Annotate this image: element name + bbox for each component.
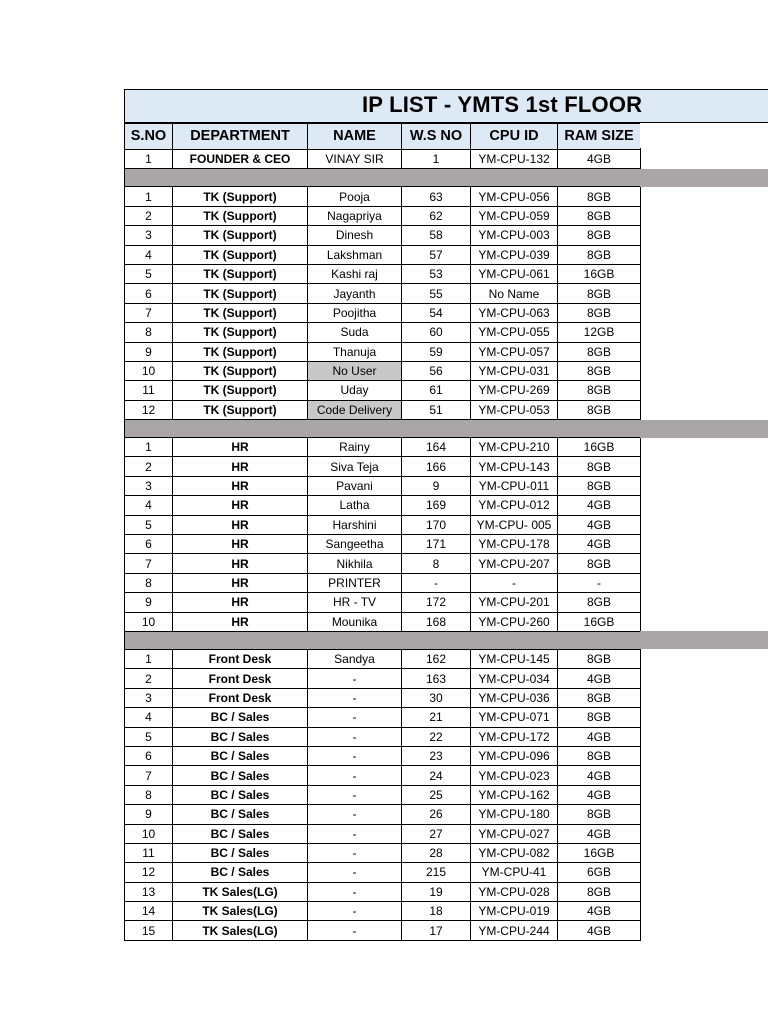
cell-name: Kashi raj	[308, 264, 402, 283]
cell-cpu-id: YM-CPU-260	[471, 612, 558, 631]
cell-ws-no: 63	[402, 187, 471, 206]
cell-cpu-id: YM-CPU-059	[471, 206, 558, 225]
separator-band-extension	[640, 420, 768, 438]
cell-ws-no: 22	[402, 727, 471, 746]
cell-name: HR - TV	[308, 593, 402, 612]
cell-name: -	[308, 824, 402, 843]
cell-department: TK Sales(LG)	[173, 902, 308, 921]
cell-sno: 11	[125, 381, 173, 400]
cell-department: BC / Sales	[173, 708, 308, 727]
ip-list-table	[124, 123, 641, 941]
cell-name: Mounika	[308, 612, 402, 631]
table-row	[125, 187, 641, 206]
cell-ws-no: 170	[402, 515, 471, 534]
cell-sno: 14	[125, 902, 173, 921]
separator-band-extension	[640, 631, 768, 649]
cell-ram-size: 4GB	[558, 902, 641, 921]
cell-cpu-id: YM-CPU-027	[471, 824, 558, 843]
cell-cpu-id: YM-CPU-207	[471, 554, 558, 573]
cell-department: TK Sales(LG)	[173, 882, 308, 901]
column-header-ram-size: RAM SIZE	[558, 124, 641, 150]
cell-ram-size: 8GB	[558, 226, 641, 245]
cell-department: HR	[173, 535, 308, 554]
cell-name: Latha	[308, 496, 402, 515]
cell-ws-no: 53	[402, 264, 471, 283]
cell-ws-no: 23	[402, 746, 471, 765]
table-row	[125, 284, 641, 303]
cell-cpu-id: YM-CPU-244	[471, 921, 558, 940]
cell-sno: 3	[125, 476, 173, 495]
cell-ws-no: 8	[402, 554, 471, 573]
table-row	[125, 669, 641, 688]
cell-sno: 10	[125, 361, 173, 380]
cell-name: -	[308, 921, 402, 940]
cell-ws-no: 26	[402, 805, 471, 824]
cell-name: -	[308, 805, 402, 824]
cell-cpu-id: YM-CPU-019	[471, 902, 558, 921]
cell-ws-no: 25	[402, 785, 471, 804]
cell-ws-no: 27	[402, 824, 471, 843]
cell-name: Code Delivery	[308, 400, 402, 419]
cell-sno: 8	[125, 323, 173, 342]
cell-sno: 4	[125, 496, 173, 515]
cell-department: BC / Sales	[173, 863, 308, 882]
cell-department: HR	[173, 612, 308, 631]
cell-ram-size: 16GB	[558, 612, 641, 631]
cell-sno: 5	[125, 727, 173, 746]
cell-department: HR	[173, 496, 308, 515]
cell-ram-size: 4GB	[558, 515, 641, 534]
cell-ws-no: 166	[402, 457, 471, 476]
cell-department: TK (Support)	[173, 400, 308, 419]
cell-sno: 8	[125, 785, 173, 804]
cell-cpu-id: YM-CPU-031	[471, 361, 558, 380]
cell-name: Rainy	[308, 438, 402, 457]
cell-cpu-id: YM-CPU-012	[471, 496, 558, 515]
cell-ram-size: 8GB	[558, 649, 641, 668]
spreadsheet	[124, 89, 768, 941]
cell-ws-no: 60	[402, 323, 471, 342]
sheet-title: IP LIST - YMTS 1st FLOOR	[362, 92, 643, 117]
table-row	[125, 746, 641, 765]
cell-cpu-id: YM-CPU-053	[471, 400, 558, 419]
cell-department: HR	[173, 554, 308, 573]
cell-cpu-id: YM-CPU-143	[471, 457, 558, 476]
cell-name: Jayanth	[308, 284, 402, 303]
table-row	[125, 476, 641, 495]
cell-sno: 1	[125, 649, 173, 668]
cell-cpu-id: YM-CPU-269	[471, 381, 558, 400]
cell-cpu-id: YM-CPU-145	[471, 649, 558, 668]
cell-ram-size: 8GB	[558, 284, 641, 303]
separator-cell	[125, 631, 641, 649]
cell-ws-no: 55	[402, 284, 471, 303]
separator-band-extension	[640, 169, 768, 187]
cell-sno: 10	[125, 824, 173, 843]
cell-ws-no: 215	[402, 863, 471, 882]
cell-ram-size: 4GB	[558, 766, 641, 785]
section-separator	[125, 631, 641, 649]
cell-department: TK (Support)	[173, 284, 308, 303]
cell-ram-size: 8GB	[558, 400, 641, 419]
cell-name: Pooja	[308, 187, 402, 206]
cell-department: Front Desk	[173, 669, 308, 688]
cell-name: No User	[308, 361, 402, 380]
column-header-ws-no: W.S NO	[402, 124, 471, 150]
cell-ram-size: 8GB	[558, 206, 641, 225]
table-row	[125, 902, 641, 921]
cell-cpu-id: YM-CPU- 005	[471, 515, 558, 534]
cell-cpu-id: YM-CPU-056	[471, 187, 558, 206]
cell-ws-no: 18	[402, 902, 471, 921]
column-header-sno: S.NO	[125, 124, 173, 150]
cell-department: BC / Sales	[173, 727, 308, 746]
cell-cpu-id: YM-CPU-082	[471, 843, 558, 862]
cell-department: TK (Support)	[173, 381, 308, 400]
cell-sno: 3	[125, 226, 173, 245]
cell-ram-size: 16GB	[558, 264, 641, 283]
table-row	[125, 882, 641, 901]
cell-sno: 2	[125, 206, 173, 225]
cell-name: -	[308, 688, 402, 707]
cell-name: Pavani	[308, 476, 402, 495]
table-row	[125, 708, 641, 727]
cell-ws-no: 19	[402, 882, 471, 901]
cell-ram-size: 8GB	[558, 882, 641, 901]
cell-department: HR	[173, 457, 308, 476]
cell-sno: 11	[125, 843, 173, 862]
cell-ws-no: 168	[402, 612, 471, 631]
cell-ram-size: 8GB	[558, 361, 641, 380]
cell-name: -	[308, 746, 402, 765]
cell-ram-size: 6GB	[558, 863, 641, 882]
cell-name: Siva Teja	[308, 457, 402, 476]
table-row	[125, 400, 641, 419]
cell-name: -	[308, 843, 402, 862]
cell-cpu-id: YM-CPU-210	[471, 438, 558, 457]
column-header-row	[125, 124, 641, 150]
table-row	[125, 381, 641, 400]
section-separator	[125, 169, 641, 187]
cell-ws-no: 62	[402, 206, 471, 225]
cell-ws-no: 162	[402, 649, 471, 668]
table-row	[125, 785, 641, 804]
cell-department: BC / Sales	[173, 824, 308, 843]
cell-sno: 7	[125, 766, 173, 785]
cell-department: TK Sales(LG)	[173, 921, 308, 940]
cell-cpu-id: YM-CPU-023	[471, 766, 558, 785]
cell-ws-no: 51	[402, 400, 471, 419]
cell-ram-size: 4GB	[558, 785, 641, 804]
cell-sno: 8	[125, 573, 173, 592]
cell-cpu-id: -	[471, 573, 558, 592]
header-row-blank-extension	[640, 123, 768, 148]
cell-ram-size: -	[558, 573, 641, 592]
cell-name: -	[308, 727, 402, 746]
cell-department: TK (Support)	[173, 245, 308, 264]
cell-sno: 7	[125, 554, 173, 573]
cell-name: Poojitha	[308, 303, 402, 322]
cell-department: TK (Support)	[173, 361, 308, 380]
cell-name: -	[308, 669, 402, 688]
cell-cpu-id: YM-CPU-172	[471, 727, 558, 746]
table-row	[125, 921, 641, 940]
cell-department: HR	[173, 573, 308, 592]
cell-ws-no: 171	[402, 535, 471, 554]
cell-ram-size: 8GB	[558, 245, 641, 264]
cell-ws-no: 21	[402, 708, 471, 727]
table-row	[125, 727, 641, 746]
table-row	[125, 612, 641, 631]
cell-department: TK (Support)	[173, 342, 308, 361]
cell-ws-no: 59	[402, 342, 471, 361]
cell-ram-size: 8GB	[558, 593, 641, 612]
cell-ram-size: 8GB	[558, 554, 641, 573]
cell-department: BC / Sales	[173, 766, 308, 785]
table-row	[125, 303, 641, 322]
cell-ram-size: 4GB	[558, 150, 641, 169]
cell-ram-size: 4GB	[558, 824, 641, 843]
cell-ram-size: 8GB	[558, 342, 641, 361]
table-row	[125, 824, 641, 843]
cell-sno: 7	[125, 303, 173, 322]
table-row	[125, 457, 641, 476]
cell-cpu-id: YM-CPU-162	[471, 785, 558, 804]
table-row	[125, 323, 641, 342]
table-row	[125, 649, 641, 668]
cell-name: VINAY SIR	[308, 150, 402, 169]
cell-ws-no: 169	[402, 496, 471, 515]
cell-ram-size: 4GB	[558, 921, 641, 940]
cell-ram-size: 8GB	[558, 381, 641, 400]
cell-department: HR	[173, 476, 308, 495]
section-separator	[125, 420, 641, 438]
cell-sno: 10	[125, 612, 173, 631]
cell-sno: 6	[125, 284, 173, 303]
table-row	[125, 573, 641, 592]
cell-sno: 1	[125, 187, 173, 206]
cell-cpu-id: YM-CPU-039	[471, 245, 558, 264]
cell-department: Front Desk	[173, 688, 308, 707]
cell-sno: 2	[125, 457, 173, 476]
table-row	[125, 843, 641, 862]
cell-ram-size: 8GB	[558, 457, 641, 476]
cell-ram-size: 8GB	[558, 708, 641, 727]
cell-cpu-id: YM-CPU-180	[471, 805, 558, 824]
cell-sno: 9	[125, 805, 173, 824]
cell-ws-no: 61	[402, 381, 471, 400]
cell-ram-size: 4GB	[558, 535, 641, 554]
cell-cpu-id: YM-CPU-034	[471, 669, 558, 688]
cell-department: TK (Support)	[173, 264, 308, 283]
table-row	[125, 766, 641, 785]
cell-cpu-id: YM-CPU-057	[471, 342, 558, 361]
table-row	[125, 593, 641, 612]
cell-department: TK (Support)	[173, 187, 308, 206]
cell-cpu-id: YM-CPU-036	[471, 688, 558, 707]
cell-name: Dinesh	[308, 226, 402, 245]
column-header-name: NAME	[308, 124, 402, 150]
cell-ws-no: 17	[402, 921, 471, 940]
cell-sno: 6	[125, 535, 173, 554]
cell-name: PRINTER	[308, 573, 402, 592]
title-row	[124, 89, 768, 123]
cell-cpu-id: YM-CPU-003	[471, 226, 558, 245]
cell-ws-no: 30	[402, 688, 471, 707]
cell-ws-no: 9	[402, 476, 471, 495]
cell-ws-no: 24	[402, 766, 471, 785]
table-row	[125, 342, 641, 361]
cell-department: BC / Sales	[173, 746, 308, 765]
cell-ws-no: 172	[402, 593, 471, 612]
cell-department: BC / Sales	[173, 843, 308, 862]
cell-ram-size: 8GB	[558, 805, 641, 824]
cell-name: -	[308, 902, 402, 921]
cell-cpu-id: YM-CPU-011	[471, 476, 558, 495]
cell-ws-no: -	[402, 573, 471, 592]
cell-department: BC / Sales	[173, 785, 308, 804]
cell-name: -	[308, 863, 402, 882]
table-row	[125, 361, 641, 380]
table-row	[125, 863, 641, 882]
cell-cpu-id: YM-CPU-055	[471, 323, 558, 342]
cell-name: -	[308, 882, 402, 901]
table-row	[125, 554, 641, 573]
table-row	[125, 264, 641, 283]
table-row	[125, 245, 641, 264]
cell-cpu-id: YM-CPU-41	[471, 863, 558, 882]
cell-name: Sangeetha	[308, 535, 402, 554]
cell-ram-size: 4GB	[558, 496, 641, 515]
table-row	[125, 496, 641, 515]
cell-name: Nikhila	[308, 554, 402, 573]
column-header-department: DEPARTMENT	[173, 124, 308, 150]
column-header-cpu-id: CPU ID	[471, 124, 558, 150]
cell-ws-no: 163	[402, 669, 471, 688]
cell-name: Sandya	[308, 649, 402, 668]
cell-ram-size: 16GB	[558, 438, 641, 457]
cell-cpu-id: YM-CPU-132	[471, 150, 558, 169]
cell-ram-size: 4GB	[558, 727, 641, 746]
cell-ram-size: 8GB	[558, 688, 641, 707]
cell-department: HR	[173, 515, 308, 534]
cell-department: BC / Sales	[173, 805, 308, 824]
cell-sno: 2	[125, 669, 173, 688]
cell-name: Lakshman	[308, 245, 402, 264]
cell-cpu-id: YM-CPU-071	[471, 708, 558, 727]
separator-cell	[125, 169, 641, 187]
cell-ram-size: 8GB	[558, 476, 641, 495]
cell-ram-size: 16GB	[558, 843, 641, 862]
cell-cpu-id: YM-CPU-201	[471, 593, 558, 612]
cell-cpu-id: YM-CPU-096	[471, 746, 558, 765]
table-row	[125, 150, 641, 169]
cell-department: TK (Support)	[173, 206, 308, 225]
cell-cpu-id: YM-CPU-063	[471, 303, 558, 322]
cell-name: Uday	[308, 381, 402, 400]
cell-sno: 12	[125, 863, 173, 882]
cell-cpu-id: YM-CPU-028	[471, 882, 558, 901]
separator-cell	[125, 420, 641, 438]
table-row	[125, 805, 641, 824]
cell-ws-no: 164	[402, 438, 471, 457]
cell-ws-no: 58	[402, 226, 471, 245]
cell-sno: 12	[125, 400, 173, 419]
cell-department: FOUNDER & CEO	[173, 150, 308, 169]
cell-department: TK (Support)	[173, 323, 308, 342]
cell-sno: 4	[125, 708, 173, 727]
cell-sno: 9	[125, 593, 173, 612]
cell-ws-no: 54	[402, 303, 471, 322]
cell-department: Front Desk	[173, 649, 308, 668]
cell-name: -	[308, 785, 402, 804]
cell-name: Harshini	[308, 515, 402, 534]
cell-ram-size: 8GB	[558, 303, 641, 322]
cell-department: HR	[173, 438, 308, 457]
cell-ram-size: 4GB	[558, 669, 641, 688]
cell-name: -	[308, 708, 402, 727]
cell-ws-no: 1	[402, 150, 471, 169]
cell-name: -	[308, 766, 402, 785]
cell-cpu-id: YM-CPU-061	[471, 264, 558, 283]
table-row	[125, 438, 641, 457]
cell-sno: 1	[125, 150, 173, 169]
cell-name: Thanuja	[308, 342, 402, 361]
cell-sno: 15	[125, 921, 173, 940]
cell-ram-size: 8GB	[558, 187, 641, 206]
cell-department: TK (Support)	[173, 303, 308, 322]
cell-sno: 9	[125, 342, 173, 361]
cell-sno: 5	[125, 264, 173, 283]
cell-ram-size: 8GB	[558, 746, 641, 765]
cell-department: TK (Support)	[173, 226, 308, 245]
cell-sno: 4	[125, 245, 173, 264]
cell-sno: 13	[125, 882, 173, 901]
cell-sno: 6	[125, 746, 173, 765]
cell-cpu-id: No Name	[471, 284, 558, 303]
cell-sno: 5	[125, 515, 173, 534]
cell-ws-no: 56	[402, 361, 471, 380]
cell-sno: 1	[125, 438, 173, 457]
table-row	[125, 688, 641, 707]
cell-ws-no: 57	[402, 245, 471, 264]
table-row	[125, 226, 641, 245]
cell-ram-size: 12GB	[558, 323, 641, 342]
cell-cpu-id: YM-CPU-178	[471, 535, 558, 554]
cell-department: HR	[173, 593, 308, 612]
cell-name: Nagapriya	[308, 206, 402, 225]
table-row	[125, 515, 641, 534]
cell-name: Suda	[308, 323, 402, 342]
table-row	[125, 206, 641, 225]
table-row	[125, 535, 641, 554]
cell-sno: 3	[125, 688, 173, 707]
cell-ws-no: 28	[402, 843, 471, 862]
